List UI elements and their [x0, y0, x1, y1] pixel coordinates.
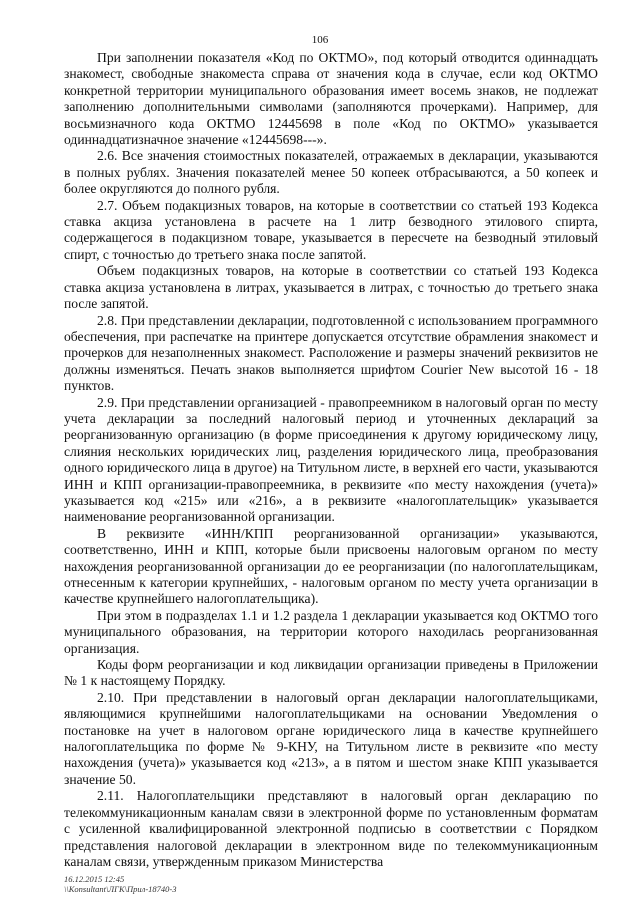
paragraph-2-7-liters: Объем подакцизных товаров, на которые в соответствии со статьей 193 Кодекса ставка акциза установлена в литрах, указывается в литрах, с точностью до третьего знака после запятой. [64, 263, 598, 312]
paragraph-2-9-inn-kpp: В реквизите «ИНН/КПП реорганизованной организации» указываются, соответственно, ИНН и КПП, которые были присвоены налоговым органом по месту нахождения реорганизованной организации до ее реорганизации (по налогоплательщикам, отнесенным к категории крупнейших, - налоговым органом по месту учета организации в качестве крупнейшего налогоплательщика). [64, 525, 598, 607]
document-body [64, 50, 598, 870]
paragraph-2-11: 2.11. Налогоплательщики представляют в налоговый орган декларацию по телекоммуникационным каналам связи в электронной форме по установленным форматам с усиленной квалифицированной электронной подписью в соответствии с Порядком представления налоговой декларации в электронном виде по телекоммуникационным каналам связи, утвержденным приказом Министерства [64, 788, 598, 869]
footer-timestamp: 16.12.2015 12:45 [64, 874, 125, 884]
footer-file-path: \\Konsultant\ЛГК\Прил-18740-3 [64, 884, 177, 894]
paragraph-2-10: 2.10. При представлении в налоговый орган декларации налогоплательщиками, являющимися крупнейшими налогоплательщиками на основании Уведомления о постановке на учет в налоговом органе юридического лица в качестве крупнейшего налогоплательщика по форме № 9-КНУ, на Титульном листе в реквизите «по месту нахождения (учета)» указывается код «213», а в пятом и шестом знаке КПП указывается значение 50. [64, 689, 598, 787]
document-footer [64, 874, 177, 894]
paragraph-2-9-codes: Коды форм реорганизации и код ликвидации организации приведены в Приложении № 1 к настоящему Порядку. [64, 657, 598, 689]
paragraph-2-7: 2.7. Объем подакцизных товаров, на которые в соответствии со статьей 193 Кодекса ставка акциза установлена в расчете на 1 литр безводного этилового спирта, содержащегося в подакцизном товаре, указывается в пересчете на безводный этиловый спирт, с точностью до третьего знака после запятой. [64, 197, 598, 262]
paragraph-2-8: 2.8. При представлении декларации, подготовленной с использованием программного обеспечения, при распечатке на принтере допускается отсутствие обрамления знакомест и прочерков для незаполненных знакомест. Расположение и размеры значений реквизитов не должны изменяться. Печать знаков выполняется шрифтом Courier New высотой 16 - 18 пунктов. [64, 312, 598, 394]
paragraph-2-9: 2.9. При представлении организацией - правопреемником в налоговый орган по месту учета декларации за последний налоговый период и уточненных деклараций за реорганизованную организацию (в форме присоединения к другому юридическому лицу, слияния нескольких юридических лиц, разделения юридического лица, преобразования одного юридического лица в другое) на Титульном листе, в верхней его части, указываются ИНН и КПП организации-правопреемника, в реквизите «по месту нахождения (учета)» указывается код «215» или «216», а в реквизите «налогоплательщик» указывается наименование реорганизованной организации. [64, 394, 598, 525]
paragraph-2-6: 2.6. Все значения стоимостных показателей, отражаемых в декларации, указываются в полных рублях. Значения показателей менее 50 копеек отбрасываются, а 50 копеек и более округляются до полного рубля. [64, 148, 598, 197]
paragraph-2-9-oktmo: При этом в подразделах 1.1 и 1.2 раздела 1 декларации указывается код ОКТМО того муниципального образования, на территории которого находилась реорганизованная организация. [64, 607, 598, 656]
paragraph-oktmo: При заполнении показателя «Код по ОКТМО», под который отводится одиннадцать знакомест, свободные знакоместа справа от значения кода в случае, если код ОКТМО конкретной территории муниципального образования имеет восемь знаков, не подлежат заполнению дополнительными символами (заполняются прочерками). Например, для восьмизначного кода ОКТМО 12445698 в поле «Код по ОКТМО» указывается одиннадцатизначное значение «12445698---». [64, 50, 598, 148]
page-number: 106 [311, 34, 329, 46]
